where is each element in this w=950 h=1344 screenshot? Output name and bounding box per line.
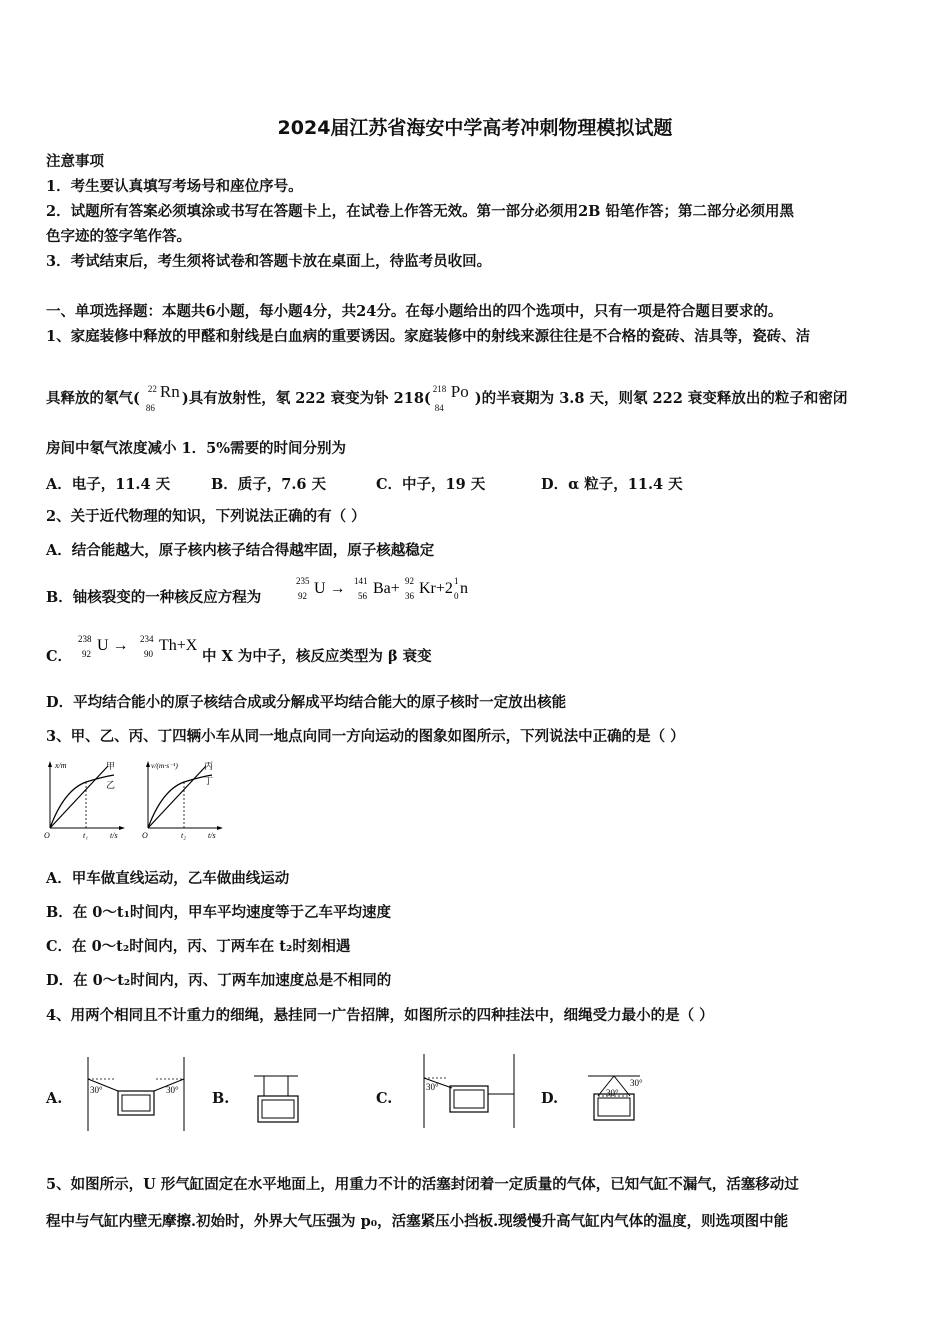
svg-text:56: 56 xyxy=(358,591,367,601)
svg-text:30°: 30° xyxy=(166,1085,179,1095)
q4-option-c-label[interactable]: C. xyxy=(376,1090,393,1107)
notice-item-2-cont: 色字迹的签字笔作答。 xyxy=(46,228,191,245)
svg-text:1: 1 xyxy=(454,576,459,586)
fission-equation xyxy=(288,572,488,604)
q3-g1-curve2: 乙 xyxy=(106,780,116,790)
po-isotope: 218 84 Po xyxy=(432,382,469,413)
q3-g1-ylabel: x/m xyxy=(55,761,67,770)
svg-text:235: 235 xyxy=(296,576,310,586)
q4-option-a-label[interactable]: A. xyxy=(46,1090,63,1107)
q3-g2-curve2: 丁 xyxy=(204,776,214,786)
q3-option-b[interactable]: B．在 0～t₁时间内，甲车平均速度等于乙车平均速度 xyxy=(46,904,391,921)
q3-option-c[interactable]: C．在 0～t₂时间内，丙、丁两车在 t₂时刻相遇 xyxy=(46,938,351,955)
svg-text:90: 90 xyxy=(144,649,153,659)
q4-stem: 4、用两个相同且不计重力的细绳，悬挂同一广告招牌，如图所示的四种挂法中，细绳受力最小的是（ ） xyxy=(46,1007,714,1024)
q2-option-a[interactable]: A．结合能越大，原子核内核子结合得越牢固，原子核越稳定 xyxy=(46,542,435,559)
svg-text:36: 36 xyxy=(405,591,414,601)
svg-text:Kr+2: Kr+2 xyxy=(419,580,453,597)
notice-item-3: 3．考试结束后，考生须将试卷和答题卡放在桌面上，待监考员收回。 xyxy=(46,253,492,270)
svg-text:U →: U → xyxy=(314,580,346,597)
svg-text:n: n xyxy=(460,580,468,597)
svg-text:92: 92 xyxy=(82,649,91,659)
q4-figure-a xyxy=(82,1055,192,1135)
q3-g2-ylabel: v/(m·s⁻¹) xyxy=(151,761,178,770)
q2-stem: 2、关于近代物理的知识，下列说法正确的有（ ） xyxy=(46,508,366,525)
svg-text:141: 141 xyxy=(354,576,368,586)
svg-text:Th+X: Th+X xyxy=(159,637,198,654)
q4-figure-d xyxy=(584,1070,654,1130)
q3-option-a[interactable]: A．甲车做直线运动，乙车做曲线运动 xyxy=(46,870,290,887)
svg-text:30°: 30° xyxy=(426,1082,439,1092)
q1-option-d[interactable]: D．α 粒子，11.4 天 xyxy=(541,476,683,493)
q3-stem: 3、甲、乙、丙、丁四辆小车从同一地点向同一方向运动的图象如图所示，下列说法中正确的是（ ） xyxy=(46,728,685,745)
svg-text:234: 234 xyxy=(140,634,154,644)
q4-option-b-label[interactable]: B. xyxy=(212,1090,230,1107)
q3-g1-tick: t₁ xyxy=(83,831,89,840)
q3-g2-origin: O xyxy=(142,831,148,840)
q4-option-d-label[interactable]: D. xyxy=(541,1090,559,1107)
q5-line1: 5、如图所示，U 形气缸固定在水平地面上，用重力不计的活塞封闭着一定质量的气体，已知气缸不漏气，活塞移动过 xyxy=(46,1176,799,1193)
q3-g2-curve1: 丙 xyxy=(204,761,214,771)
q2-option-c[interactable]: C． 中 X 为中子，核反应类型为 β 衰变 xyxy=(46,648,432,665)
svg-text:U →: U → xyxy=(97,637,129,654)
q5-line2: 程中与气缸内壁无摩擦.初始时，外界大气压强为 p₀，活塞紧压小挡板.现缓慢升高气缸内气体的温度，则选项图中能 xyxy=(46,1213,789,1230)
page-title: 2024届江苏省海安中学高考冲刺物理模拟试题 xyxy=(277,117,673,139)
q3-xt-graph xyxy=(40,758,130,840)
svg-text:0: 0 xyxy=(454,591,459,601)
q2-option-d[interactable]: D．平均结合能小的原子核结合成或分解成平均结合能大的原子核时一定放出核能 xyxy=(46,694,567,711)
q1-option-b[interactable]: B．质子，7.6 天 xyxy=(211,476,327,493)
rn-isotope: 22 86 Rn xyxy=(145,382,180,413)
notice-item-2: 2．试题所有答案必须填涂或书写在答题卡上，在试卷上作答无效。第一部分必须用2B 铅笔作答；第二部分必须用黑 xyxy=(46,203,794,220)
svg-text:238: 238 xyxy=(78,634,92,644)
notice-heading: 注意事项 xyxy=(46,153,104,170)
q3-g1-curve1: 甲 xyxy=(106,761,116,771)
svg-text:30°: 30° xyxy=(90,1085,103,1095)
svg-text:92: 92 xyxy=(405,576,414,586)
q3-option-d[interactable]: D．在 0～t₂时间内，丙、丁两车加速度总是不相同的 xyxy=(46,972,392,989)
decay-equation xyxy=(72,630,212,662)
svg-text:30°: 30° xyxy=(630,1078,643,1088)
q2-option-b[interactable]: B．铀核裂变的一种核反应方程为 xyxy=(46,589,262,606)
svg-text:Ba+: Ba+ xyxy=(373,580,400,597)
q4-figure-c xyxy=(418,1052,522,1132)
svg-text:30°: 30° xyxy=(606,1088,619,1098)
svg-text:92: 92 xyxy=(298,591,307,601)
q1-option-a[interactable]: A．电子，11.4 天 xyxy=(46,476,171,493)
section-heading: 一、单项选择题：本题共6小题，每小题4分，共24分。在每小题给出的四个选项中，只有一项是符合题目要求的。 xyxy=(46,303,783,320)
q4-figure-b xyxy=(250,1070,310,1130)
q1-option-c[interactable]: C．中子，19 天 xyxy=(376,476,486,493)
q1-line1: 1、家庭装修中释放的甲醛和射线是白血病的重要诱因。家庭装修中的射线来源往往是不合格的瓷砖、洁具等，瓷砖、洁 xyxy=(46,328,811,345)
q3-g1-origin: O xyxy=(44,831,50,840)
q3-g2-tick: t₂ xyxy=(181,831,187,840)
q3-vt-graph xyxy=(138,758,230,840)
q1-line3: 房间中氡气浓度减小 1．5%需要的时间分别为 xyxy=(46,440,347,457)
notice-item-1: 1．考生要认真填写考场号和座位序号。 xyxy=(46,178,303,195)
q3-g1-xlabel: t/s xyxy=(110,831,118,840)
q3-g2-xlabel: t/s xyxy=(208,831,216,840)
q1-line2: 具释放的氡气( 22 86 Rn )具有放射性，氡 222 衰变为钋 218( 218 84 Po )的半衰期为 3.8 天，则氡 222 衰变释放出的粒子和密闭 xyxy=(46,382,848,413)
